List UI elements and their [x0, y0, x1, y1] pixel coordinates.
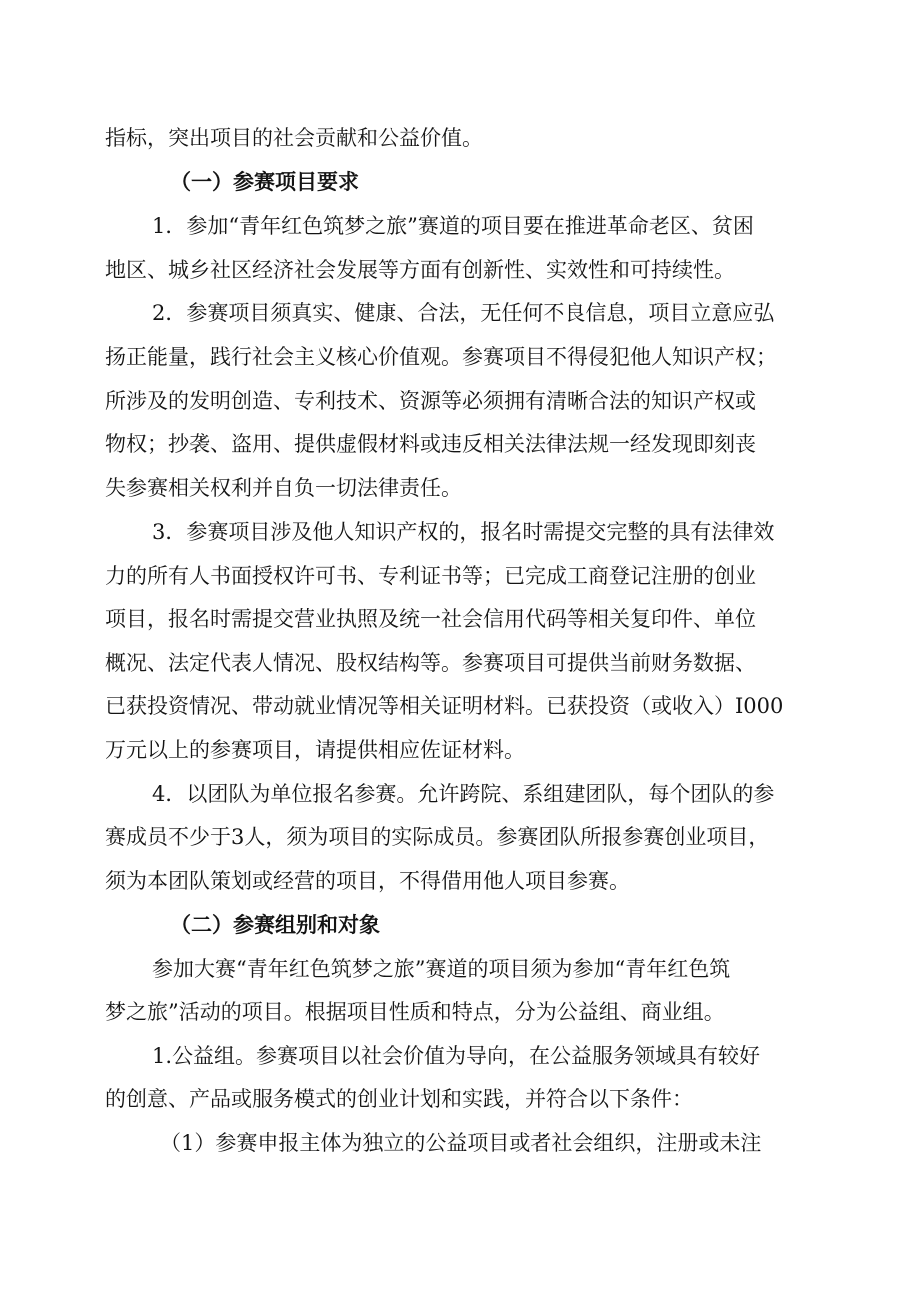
section-heading-2: （二）参赛组别和对象	[170, 913, 380, 937]
text-line: 扬正能量，践行社会主义核心价值观。参赛项目不得侵犯他人知识产权；	[105, 345, 777, 369]
text-line: 参加大赛“青年红色筑梦之旅”赛道的项目须为参加“青年红色筑	[152, 957, 731, 981]
text-line: 物权；抄袭、盗用、提供虚假材料或违反相关法律法规一经发现即刻丧	[105, 432, 756, 456]
text-line: 万元以上的参赛项目，请提供相应佐证材料。	[105, 738, 525, 762]
text-line: 指标，突出项目的社会贡献和公益价值。	[105, 126, 483, 150]
text-line: 概况、法定代表人情况、股权结构等。参赛项目可提供当前财务数据、	[105, 651, 756, 675]
text-line: 1．参加“青年红色筑梦之旅”赛道的项目要在推进革命老区、贫困	[152, 214, 754, 238]
text-line: 力的所有人书面授权许可书、专利证书等；已完成工商登记注册的创业	[105, 564, 756, 588]
text-line: 梦之旅”活动的项目。根据项目性质和特点，分为公益组、商业组。	[105, 1000, 725, 1024]
text-line: （1）参赛申报主体为独立的公益项目或者社会组织，注册或未注	[160, 1131, 762, 1155]
text-line: 项目，报名时需提交营业执照及统一社会信用代码等相关复印件、单位	[105, 607, 756, 631]
text-line: 1.公益组。参赛项目以社会价值为导向，在公益服务领域具有较好	[152, 1044, 761, 1068]
text-line: 赛成员不少于3人，须为项目的实际成员。参赛团队所报参赛创业项目，	[105, 825, 770, 849]
text-line: 的创意、产品或服务模式的创业计划和实践，并符合以下条件：	[105, 1087, 693, 1111]
text-line: 须为本团队策划或经营的项目，不得借用他人项目参赛。	[105, 869, 630, 893]
section-heading-1: （一）参赛项目要求	[170, 170, 359, 194]
text-line: 2．参赛项目须真实、健康、合法，无任何不良信息，项目立意应弘	[152, 301, 775, 325]
text-line: 失参赛相关权利并自负一切法律责任。	[105, 476, 462, 500]
text-line: 所涉及的发明创造、专利技术、资源等必须拥有清晰合法的知识产权或	[105, 389, 756, 413]
text-line: 已获投资情况、带动就业情况等相关证明材料。已获投资（或收入）I000	[105, 694, 784, 718]
text-line: 3．参赛项目涉及他人知识产权的，报名时需提交完整的具有法律效	[152, 520, 775, 544]
text-line: 地区、城乡社区经济社会发展等方面有创新性、实效性和可持续性。	[105, 258, 735, 282]
text-line: 4．以团队为单位报名参赛。允许跨院、系组建团队，每个团队的参	[152, 782, 775, 806]
